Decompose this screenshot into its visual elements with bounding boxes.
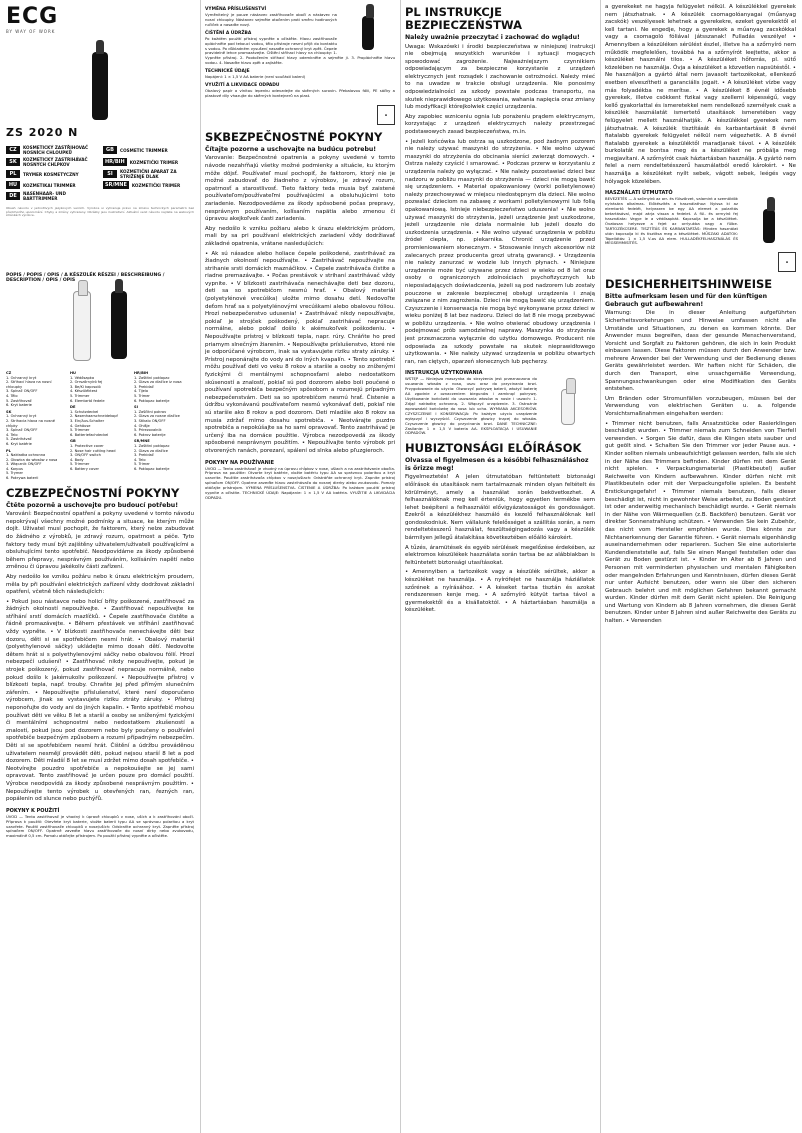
de-safety-heading: DESICHERHEITSHINWEISE [605, 277, 773, 292]
column-1 [0, 0, 200, 1133]
cz-accessory-heading: VÝMĚNA PŘÍSLUŠENSTVÍ [205, 7, 267, 12]
parts-item: 3. Spínač ON/OFF [6, 428, 38, 433]
cz-safety-heading: CZBEZPEČNOSTNÍ POKYNY [6, 485, 180, 500]
language-code: HU [6, 181, 20, 189]
language-code: PL [6, 170, 20, 178]
language-label: KOSMETICKÝ ZASTŘIHOVAČ NOSNÍCH CHLOUPKŮ [23, 145, 89, 155]
parts-item: 4. Készüléktest [70, 389, 98, 394]
parts-item: 2. Głowica do włosów z nosa [6, 457, 58, 462]
parts-item: 1. Protective cover [70, 443, 104, 448]
parts-column [70, 369, 130, 481]
pl-bullets: • Jeżeli końcówka lub ostrza są uszkodzone, pod żadnym pozorem nie należy używać maszynki do strzyżenia. • Nie wolno używać maszynki do strzyżenia do obcinania sierści zwierząt domowych. • Ostrza należy czyścić i smarować. • Podczas przerw w korzystaniu z urządzenia należy go wyłączać. • Nie należy pozostawiać dzieci bez nadzoru w pobliżu maszynki do strzyżenia — dzieci nie mogą bawić się urządzeniem. • Materiał opakowaniowy (worki polietylenowe) należy przechowywać w miejscu niedostępnym dla dzieci. Nie wolno pozwalać dzieciom na zabawę z workami polietylenowymi lub folią opakowaniową. Istnieje niebezpieczeństwo uduszenia! • Nie wolno używać maszynki do strzyżenia, jeżeli urządzenie jest uszkodzone, jeżeli urządzenie nie działa normalnie lub jeżeli doszło do uszkodzenia urządzenia. • Nie wolno używać urządzenia w pobliżu źródeł ciepła, np. piekarnika. Chronić urządzenie przed promieniowaniem słonecznym. • Stosowanie innych akcesoriów niż zalecanych przez producenta grozi utratą gwarancji. • Urządzenia nie należy zanurzać w wodzie lub innych płynach. • Niniejsze urządzenie może być używane przez dzieci w wieku od 8 lat oraz osoby o ograniczonych zdolnościach psychofizycznych lub nieposiadających doświadczenia, jeżeli są pod nadzorem lub zostały pouczone w zakresie bezpiecznej obsługi urządzenia i znają związane z nim zagrożenia. Dzieci nie mogą bawić się urządzeniem. Czyszczenie i konserwacja nie mogą być wykonywane przez dzieci w wieku poniżej 8 lat bez nadzoru. Dzieci do lat 8 nie mogą przebywać w pobliżu urządzenia. • Nie wolno otwierać obudowy urządzenia i podejmować prób samodzielnej naprawy. Maszynka do strzyżenia jest przeznaczona wyłącznie do użytku domowego. Producent nie odpowiada za szkody powstałe na skutek nieprawidłowego użytkowania. • Nie należy używać urządzenia w pobliżu otwartych ran, ran ciętych, oparzeń słonecznych lub pęcherzy. [405, 138, 595, 365]
hu-p2: A tűzés, áramütések és egyéb sérülések megelőzése érdekében, az elektromos készülékek használata során tartsa be az alábbiakban is feltüntetett biztonsági utasításokat. [405, 544, 595, 566]
parts-item: 1. Ochranný kryt [6, 414, 37, 419]
parts-item: 2. Glava za dlačice [134, 448, 168, 453]
parts-item: 1. Zaštitni poklopac [134, 375, 170, 380]
hu-safety-continued: a gyerekeket ne hagyja felügyelet nélkül. A készülékkel gyerekek nem játszhatnak. • A készülék csomagolóanyagai (műanyag zacskók) veszélyesek lehetnek a gyerekekre, ezeket gyerekektől el kell tartani. Ne engedje, hogy a gyerekek a műanyag zacskókkal vagy a csomagoló fóliával játsszanak! Fulladás veszélye! • Amennyiben a készüléken sérülést észlel, illetve ha a szőrnyíró nem működik megfelelően, továbbá ha a szőrnyírót leejtette, akkor a készüléket használni tilos. • A készüléket hőforrás, pl. sütő közelében ne használja. Óvja a készüléket a közvetlen napsütéstől. • Ne használjon a gyártó által nem javasolt tartozékokat, ellenkező esetben elveszítheti a garanciális jogait. • A készüléket vízbe vagy más folyadékba ne merítse. • A készüléket 8 évnél idősebb gyerekek, illetve csökkent fizikai vagy szellemi képességű, vagy kellő gyakorlattal és ismeretekkel nem rendelkező személyek csak a készülék használatát ismertető utasítások ismeretében vagy felügyelet mellett használhatják. A készülékkel gyerekek nem játszhatnak. A készülék tisztítását és karbantartását 8 évnél fiatalabb gyerekek felügyelet nélkül nem végezhetik. A 8 évnél fiatalabb gyerekek a készüléktől maradjanak távol. • A készülék burkolatát ne bontsa meg és a készüléket ne próbálja meg megjavítani. A szőrnyírót csak háztartásban használja. A gyártó nem felel a nem rendeltetésszerű használatból eredő károkért. • Ne használja a készüléket nyílt sebek, vágott sebek, leégés vagy hólyagok közelében. [605, 4, 796, 185]
parts-item: 4. Gehäuse [70, 423, 91, 428]
cz-recycle-heading: VYUŽITÍ A LIKVIDACE ODPADU [205, 83, 280, 89]
brand-logo [6, 4, 194, 34]
parts-language-code: SK [6, 409, 12, 414]
language-label: KOZMETIKAI TRIMMER [23, 182, 76, 188]
parts-item: 2. Střihací hlava na nosní chloupky [6, 380, 52, 389]
parts-item: 3. Prekidač [134, 384, 154, 389]
parts-item: 5. Trimmer [70, 393, 90, 398]
parts-legend [6, 369, 194, 481]
language-label: NASENHAAR- UND BARTTRIMMER [23, 191, 66, 201]
description-title: POPIS / POPIS / OPIS / A KÉSZÜLÉK RÉSZEI / BESCHREIBUNG / DESCRIPTION / OPIS / OPIS [6, 273, 165, 283]
language-label: KOZMETICKÝ ZASTRIHÁVAČ NOSNÝCH CHĹPKOV [23, 157, 88, 167]
sk-bullets: • Ak sú násadce alebo holiace čepele poškodené, zastrihávač za žiadnych okolností nepoužívajte. • Zastrihávač nepoužívajte na strihanie srsti domácich maznáčikov. • Čepele zastrihávača čistite a riadne premazávajte. • Počas prestávok v strihaní zastrihávač vždy vypnite. • V blízkosti zastrihávača nenechávajte deti bez dozoru, deti sa so spotrebičom nesmú hrať. • Obalový materiál (polyetylénové vrecúška) uložte mimo dosahu detí. Nedovoľte deťom hrať sa s polyetylénovými vrecúškami alebo obalovou fóliou. Hrozí nebezpečenstvo udusenia! • Zastrihávač nikdy nepoužívajte, pokiaľ je strojček poškodený, pokiaľ zastrihávač nepracuje normálne, alebo pokiaľ došlo k akémukoľvek poškodeniu. • Nepoužívajte prístroj v blízkosti tepla, napr. rúry. Chráňte ho pred priamym slnečným žiarením. • Nepoužívajte príslušenstvo, ktoré nie je odporúčané výrobcom, inak sa vystavujete riziku straty záruky. • Prístroj neponárajte do vody ani do iných kvapalín. • Tento spotrebič môžu používať deti vo veku 8 rokov a staršie a osoby so zníženými fyzickými či mentálnymi schopnosťami alebo nedostatkom skúseností a znalostí, pokiaľ sú pod dozorom alebo boli poučené o používaní spotrebiča bezpečným spôsobom a rozumejú prípadným nebezpečenstvám. Deti sa so spotrebičom nesmú hrať. Čistenie a údržbu vykonávanú používateľom nesmú vykonávať deti, pokiaľ nie sú staršie ako 8 rokov a pod dozorom. Deti mladšie ako 8 rokov sa musia zdržať mimo dosahu spotrebiča. • Neotvárajte puzdro spotrebiča a nepokúšajte sa ho sami opravovať. Tento zastrihávač je určený iba na domáce použitie. Výrobca nezodpovedá za škody spôsobené nesprávnym použitím. • Nepoužívajte tento výrobok pri otvorených ranách, porezaní, spálení od slnka alebo pľuzgieroch. [205, 250, 395, 454]
cz-use-text: ÚVOD — Tento zastřihovač je vhodný k úpravě chloupků v nose, uších a k zastřihování obočí. Příprava k použití: Otevřete kryt baterie, vložte baterii typu AA se správnou polaritou a kryt uzavřete. Použití zastřihovače chloupků v nose/uších: Odstraňte ochranný kryt. Zapněte přístroj spínačem ON/OFF. Opatrně zaveďte hlavu zastřihovače do nosní dírky nebo zvukovodu, maximálně 0,5 cm. Pomalu otáčejte přístrojem. Po použití přístroj vypněte a očistěte. [6, 813, 194, 839]
language-entry [103, 145, 194, 155]
cz-accessory-text: Vyměnitelný je pouze nástavec zastřihovače obočí a nástavec na nosní chloupky. Nástavec sejměte otočením proti směru hodinových ručiček a nasaďte nový. [205, 12, 337, 27]
parts-item: 6. Pokrywa baterii [6, 476, 39, 481]
sk-use-text: ÚVOD — Tento zastrihávač je vhodný na úpravu chĺpkov v nose, ušiach a na zastrihávanie obočia. Príprava na použitie: Otvorte kryt batérie, vložte batériu typu AA so správnou polaritou a kryt uzavrite. Použitie zastrihávača chĺpkov v nose/ušiach: Odstráňte ochranný kryt. Zapnite prístroj spínačom ON/OFF. Opatrne zaveďte hlavu zastrihávača do nosnej dierky alebo zvukovodu. Pomaly otáčajte prístrojom. VÝMENA PRÍSLUŠENSTVA. ČISTENIE A ÚDRŽBA: Po každom použití prístroj vypnite a očistite. TECHNICKÉ ÚDAJE: Napájanie: 1 × 1,5 V AA batéria. VYUŽITIE A LIKVIDÁCIA ODPADU. [205, 465, 395, 500]
parts-item: 6. Poklopac baterije [134, 466, 170, 471]
parts-item: 4. Telo [6, 432, 18, 437]
hu-safety-subheading: Olvassa el figyelmesen és a későbbi felhasználáshoz is őrizze meg! [405, 457, 589, 472]
parts-figure [6, 291, 194, 361]
weee-symbol [205, 101, 395, 125]
parts-item: 2. Nose hair cutting head [70, 448, 116, 453]
parts-item: 5. Trimmer [70, 428, 90, 433]
hu-inset-figure [742, 199, 796, 245]
hu-safety-heading: HUBIZTONSÁGI ELŐÍRÁSOK [405, 441, 582, 456]
language-entry [103, 169, 194, 179]
parts-item: 6. Batteriefachdeckel [70, 432, 109, 437]
de-p2: Um Bränden oder Stromunfällen vorzubeugen, müssen bei der Verwendung von elektrischen Geräten u. a. folgende Vorsichtsmaßnahmen eingehalten werden: [605, 395, 796, 418]
trimmer-white-image [73, 291, 91, 361]
cz-bullets: • Pokud jsou nástavce nebo holicí břity poškozené, zastřihovač za žádných okolností nepoužívejte. • Zastřihovač nepoužívejte ke stříhání srstí domácích mazlíčků. • Čepele zastřihovače čistěte a řádně promazávejte. • Během přestávek ve stříhání zastřihovač vždy vypněte. • V blízkosti zastřihovače nenechávejte děti bez dozoru, děti si se spotřebičem nesmí hrát. • Obalový materiál (polyethylenové sáčky) ukládejte mimo dosah dětí. Nedovolte dětem hrát si s polyethylenovými sáčky nebo obalovou fólií. Hrozí nebezpečí udušení! • Zastřihovač nikdy nepoužívejte, pokud je strojek poškozený, pokud zastřihovač nepracuje normálně, nebo pokud došlo k jakémukoliv poškození. • Nepoužívejte přístroj v blízkosti tepla, např. trouby. Chraňte jej před přímým slunečním zářením. • Nepoužívejte příslušenství, které není doporučeno výrobcem, jinak se vystavujete riziku ztráty záruky. • Přístroj neponořujte do vody ani do jiných kapalin. • Tento spotřebič mohou používat děti ve věku 8 let a starší a osoby se sníženými fyzickými či mentálními schopnostmi nebo nedostatkem zkušeností a znalostí, pokud jsou pod dozorem nebo byly poučeny o používání spotřebiče bezpečným způsobem a rozumí případným nebezpečím. Děti si se spotřebičem nesmí hrát. Čištění a údržbu prováděnou uživatelem nesmějí provádět děti, pokud nejsou starší 8 let a pod dozorem. Děti mladší 8 let se musí zdržet mimo dosah spotřebiče. • Neotvírejte pouzdro spotřebiče a nepokoušejte se jej sami opravovat. Tento zastřihovač je určen pouze pro domácí použití. Výrobce neodpovídá za škody způsobené nesprávným použitím. • Nepoužívejte tento výrobek u otevřených ran, řezných ran, popálenin od slunce nebo puchýřů. [6, 598, 194, 803]
product-image [6, 52, 194, 120]
sk-safety-body [205, 155, 395, 455]
language-entry [103, 157, 194, 167]
de-safety-subheading: Bitte aufmerksam lesen und für den künftigen Gebrauch gut aufbewahren! [605, 293, 768, 308]
trimmer-black-image-2 [111, 291, 127, 359]
language-code: GB [103, 146, 117, 154]
language-list [6, 145, 194, 201]
language-code: SK [6, 158, 20, 166]
language-entry [6, 169, 97, 179]
parts-item: 4. Tijelo [134, 389, 149, 394]
language-code: HR/BIH [105, 159, 125, 165]
parts-language-code: HR/BIH [134, 371, 149, 375]
hu-use-text: BEVEZETÉS — A szőrnyíró az orr- és fülszőrzet, valamint a szemöldök nyírására alkalmas. Előkészítés a használathoz: Nyissa ki az elemtartó fedelét, helyezzen be egy AA elemet a polaritás betartásával, majd zárja vissza a fedelet. A fül- és orrnyíró fej használata: Vegye le a védősapkát. Kapcsolja be a készüléket. Óvatosan helyezze a fejet az orrlyukba vagy a fülbe. TARTOZÉKCSERE. TISZTÍTÁS ÉS KARBANTARTÁS: Minden használat után kapcsolja ki és tisztítsa meg a készüléket. MŰSZAKI ADATOK: Tápellátás: 1 × 1,5 V-os AA elem. HULLADÉKFELHASZNÁLÁS ÉS MEGSEMMISÍTÉS. [605, 196, 738, 246]
parts-language-code: GB [70, 439, 76, 444]
language-label: COSMETIC TRIMMER [120, 147, 168, 153]
parts-item: 5. Trimer [134, 393, 150, 398]
inset-figure [341, 6, 395, 52]
sk-p2: Aby nedošlo k vzniku požiaru alebo k úrazu elektrickým prúdom, mali by sa pri používaní elektrických zariadení vždy dodržiavať základné opatrenia, vrátane nasledujúcich: [205, 225, 395, 247]
cz-tech-text: Napájení: 1 × 1,5 V AA baterie (není součástí balení) [205, 74, 306, 80]
parts-item: 5. Trimmer [70, 462, 90, 467]
trimmer-detail-image [362, 16, 374, 50]
parts-item: 1. Zaštitni poklopac [134, 443, 170, 448]
parts-item: 1. Zaščitni pokrov [134, 409, 167, 414]
sk-use-heading: POKYNY NA POUŽÍVANIE [205, 459, 275, 466]
column-2 [201, 0, 401, 1133]
cz-recycle-text: Obalový papír a vlnitou lepenku odevzdejte do sběrných surovin. Přebalovou fólii, PE sáčky a plastové díly vhazujte do sběrných kontejnerů na plast. [205, 88, 395, 98]
parts-item: 2. Glava za dlačice iz nosa [134, 380, 182, 385]
parts-item: 3. Prekidač [134, 453, 154, 458]
parts-item: 2. Nasenhaarschneidekopf [70, 414, 118, 419]
parts-language-code: HU [70, 371, 76, 375]
parts-item: 5. Zastřihovač [6, 398, 32, 403]
cz-intro: Varování: Bezpečnostní opatření a pokyny uvedené v tomto návodu nepokrývají všechny možné podmínky a situace, ke kterým může dojít. Uživatel musí pochopit, že faktorem, který nelze zabudovat do žádného z výrobků, je zdravý rozum, opatrnost a péče. Tyto faktory tedy musí být zajištěny uživatelem/uživateli používajícími a obsluhujícími tento spotřebič. Neodpovídáme za škody způsobené během přepravy, nesprávným používáním, kolísáním napětí nebo změnou či úpravou jakékoliv části zařízení. [6, 511, 194, 571]
parts-item: 4. Ohišje [134, 423, 150, 428]
parts-item: 3. Spínač ON/OFF [6, 389, 38, 394]
logo-tagline: BY WAY OF WORK [6, 29, 56, 34]
de-intro: Warnung: Die in dieser Anleitung aufgeführten Sicherheitsvorkehrungen und Hinweise umfassen nicht alle Umstände und Situationen, zu denen es kommen könnte. Der Anwender muss begreifen, dass der gesunde Menschenverstand, Vorsicht und Sorgfalt zu Faktoren gehören, die sich in kein Produkt einbauen lassen. Diese Faktoren müssen durch den Anwender bzw. mehrere Anwender bei der Verwendung und der Bedienung dieses Geräts gewährleistet werden. Wir haften nicht für Schäden, die durch den Transport, eine unsachgemäße Verwendung, Spannungsschwankungen oder eine Modifikation des Geräts entstehen. [605, 310, 796, 393]
language-label: KOZMETIČNI APARAT ZA STRIŽENJE DLAK [120, 169, 177, 179]
cz-cleaning-heading: ČIŠTĚNÍ A ÚDRŽBA [205, 30, 252, 36]
language-label: TRYMER KOSMETYCZNY [23, 171, 79, 177]
parts-item: 5. Zastrihávač [6, 437, 32, 442]
parts-column [134, 369, 194, 481]
trimmer-detail-image-hu [763, 209, 775, 243]
parts-item: 3. Be/Ki kapcsoló [70, 384, 101, 389]
weee-bin-icon: ⊠ [377, 105, 395, 125]
language-label: KOZMETIČKI TRIMER [129, 159, 179, 165]
pl-use-heading: INSTRUKCJA UŻYTKOWANIA [405, 370, 483, 377]
cz-safety-body [6, 511, 194, 804]
language-code: DE [6, 192, 20, 200]
parts-language-code: CZ [6, 371, 12, 375]
parts-item: 1. Ochranný kryt [6, 375, 37, 380]
parts-item: 6. Elemtartó fedele [70, 398, 105, 403]
parts-item: 3. Włącznik ON/OFF [6, 462, 42, 467]
parts-item: 4. Body [70, 457, 84, 462]
cz-cleaning-text: Po každém použití přístroj vypněte a očistěte. Hlavu zastřihovače opláchněte pod tekoucí vodou, tělo přístroje nesmí přijít do kontaktu s vodou. Po důkladném vysušení nasaďte ochranný kryt zpět. Čepele pravidelně lehce promazávejte. Čištění střihací hlavy na chloupky: 1. Vypněte přístroj. 2. Pootočením střihací hlavy odemkněte a sejměte ji. 3. Propláchněte hlavu vodou. 4. Nasaďte hlavu zpět a zajistěte. [205, 35, 395, 66]
parts-item: 1. Védősapka [70, 375, 95, 380]
parts-item: 4. Tělo [6, 393, 18, 398]
language-code: SI [103, 170, 117, 178]
parts-item: 6. Poklopac baterije [134, 398, 170, 403]
parts-item: 4. Telo [134, 457, 146, 462]
language-label: KOZMETIČKI TRIMER [131, 182, 181, 188]
parts-language-code: SI [134, 405, 138, 410]
language-code: CZ [6, 146, 20, 154]
cz-use-heading: POKYNY K POUŽITÍ [6, 807, 60, 814]
parts-item: 6. Kryt batérie [6, 441, 32, 446]
parts-language-code: SR/MNE [134, 439, 150, 444]
language-entry [6, 191, 97, 201]
sk-safety-heading: SKBEZPEČNOSTNÉ POKYNY [205, 129, 383, 144]
parts-item: 5. Trymer [6, 471, 24, 476]
logo-text: ECG [6, 4, 59, 29]
parts-item: 1. Schutzdeckel [70, 409, 99, 414]
column-4 [601, 0, 802, 1133]
parts-item: 3. Stikalo ON/OFF [134, 418, 166, 423]
de-bullets: • Trimmer nicht benutzen, falls Ansatzstücke oder Rasierklingen beschädigt wurden. • Trimmer niemals zum Schneiden von Tierfell verwenden. • Sorgen Sie dafür, dass die Klingen stets sauber und gut geölt sind. • Schalten Sie den Trimmer vor jeder Pause aus. • Kinder sollten niemals unbeaufsichtigt gelassen werden, falls sie sich in der Nähe des Trimmers befinden. Kinder dürfen mit dem Gerät nicht spielen. • Verpackungsmaterial (Plastikbeutel) außer Reichweite von Kindern aufbewahren. Kinder dürfen nicht mit Plastikbeuteln oder mit der Verpackungsfolie spielen. Es besteht Erstickungsgefahr! • Trimmer niemals benutzen, falls dieser beschädigt ist, nicht in gewohnter Weise arbeitet, zu Boden gestürzt ist oder anderweitig mechanisch beschädigt wurde. • Gerät niemals in der Nähe von Wärmequellen (z.B. Backöfen) benutzen. Gerät vor direkter Sonnenstrahlung schützen. • Verwenden Sie kein Zubehör, das nicht vom Hersteller empfohlen wurde. Dies könnte zur Nichtanerkennung der Garantie führen. • Gerät niemals eigenhändig auseinandernehmen oder reparieren. Suchen Sie eine autorisierte Kundendienststelle auf, falls Sie einen Mangel feststellen oder das Gerät zu Boden gestürzt ist. • Kinder im Alter ab 8 Jahren und Personen mit verminderten physischen und mentalen Fähigkeiten oder mangelnden Erfahrungen und Kenntnissen, dürfen dieses Gerät nur unter Aufsicht benutzen, oder wenn sie über den sicheren Gebrauch belehrt und mit möglichen Gefahren bekannt gemacht wurden. Kinder dürfen mit dem Gerät nicht spielen. Die Reinigung und Wartung von Kindern ab 8 Jahren vornehmen, die dieses Gerät benutzen. Kinder unter 8 Jahren sind außer Reichweite des Geräts zu halten. • Verwenden [605, 420, 796, 625]
fine-print: Obsah návodu v jednotlivých jazykových verzích. Výrobce si vyhrazuje právo na změnu technických parametrů bez předchozího upozornění. Chyby a změny vyhrazeny. Obrázky jsou ilustrativní. Aktuální verzi návodu najdete na webových stránkách výrobce. [6, 207, 194, 218]
language-entry [6, 157, 97, 167]
parts-item: 2. Orrszőrnyíró fej [70, 380, 103, 385]
sk-intro: Varovanie: Bezpečnostné opatrenia a pokyny uvedené v tomto návode nezahŕňajú všetky možné podmienky a situácie, ku ktorým môže dôjsť. Používateľ musí pochopiť, že faktorom, ktorý nie je možné zabudovať do žiadneho z výrobkov, je zdravý rozum, opatrnosť a starostlivosť. Tieto faktory teda musia byť zaistené používateľom/používateľmi používajúcimi a obsluhujúcimi toto zariadenie. Nezodpovedáme za škody spôsobené počas prepravy, nesprávnym používaním, kolísaním napätia alebo zmenou či úpravou akejkoľvek časti zariadenia. [205, 155, 395, 223]
pl-safety-body [405, 44, 595, 367]
parts-item: 5. Prirezovalnik [134, 428, 162, 433]
trimmer-black-image [92, 52, 108, 120]
parts-language-code: PL [6, 448, 11, 453]
pl-safety-heading: PL INSTRUKCJE BEZPIECZEŃSTWA [405, 5, 522, 32]
parts-item: 2. Glava za nosne dlačice [134, 414, 180, 419]
hu-safety-body [405, 474, 595, 615]
parts-item: 6. Battery cover [70, 466, 100, 471]
trimmer-white-detail-image [561, 389, 575, 425]
language-entry [6, 145, 97, 155]
pl-intro: Uwaga: Wskazówki i środki bezpieczeństwa w niniejszej instrukcji nie obejmują wszystkich warunków i sytuacji mogących spowodować zagrożenie. Najważniejszym czynnikiem odpowiadającym za bezpieczne korzystanie z urządzeń elektrycznych jest rozsądek i zachowanie ostrożności. Należy mieć to na uwadze w trakcie obsługi urządzenia. Nie ponosimy odpowiedzialności za szkody powstałe podczas transportu, na skutek nieprawidłowego użytkowania, wahania napięcia oraz zmiany lub modyfikacji którejkolwiek części urządzenia. [405, 43, 595, 111]
weee-symbol-hu [605, 248, 796, 272]
parts-item: 3. Ein/Aus-Schalter [70, 418, 105, 423]
hu-intro: Figyelmeztetés! A jelen útmutatóban feltüntetett biztonsági előírások és utasítások nem tartalmaznak minden olyan feltételt és körülményt, amely a használat során bekövetkezhet. A felhasználóknak meg kell érteniük, hogy egyetlen termékbe sem lehet beépíteni a felhasználói elővigyázatosságot és gondosságot. Ezekről a készülékhez használó és kezelő felhasználóknak kell gondoskodniuk. Nem vállalunk felelősséget a szállítás során, a nem rendeltetésszerű használat, feszültségingadozás vagy a készülék bármilyen jellegű átalakítása következtében előálló károkért. [405, 474, 595, 542]
language-entry [103, 181, 194, 189]
pl-safety-subheading: Należy uważnie przeczytać i zachować do wglądu! [405, 34, 580, 41]
cz-safety-subheading: Čtěte pozorně a uschovejte pro budoucí potřebu! [6, 501, 179, 509]
cz-p2: Aby nedošlo ke vzniku požáru nebo k úrazu elektrickým proudem, měla by při používání elektrických zařízení vždy dodržovat základní opatření, včetně těch následujících: [6, 573, 194, 596]
pl-use-text: WSTĘP — Niniejsza maszynka do strzyżenia jest przeznaczona do usuwania włosów z nosa, uszu oraz do przycinania brwi. Przygotowanie do użycia: Otworzyć pokrywę baterii, włożyć baterię AA zgodnie z oznaczeniem biegunów i zamknąć pokrywę. Użytkowanie końcówki do usuwania włosów w nosie i uszach: 1. Zdjąć nakładkę ochronną. 2. Włączyć urządzenie. 3. Ostrożnie wprowadzić końcówkę do nosa lub ucha. WYMIANA AKCESORIÓW. CZYSZCZENIE I KONSERWACJA: Po każdym użyciu urządzenie wyłączyć i wyczyścić. Czyszczenie głowicy tnącej do włosów. Czyszczenie głowicy do przycinania brwi. DANE TECHNICZNE: Zasilanie: 1 × 1,5 V bateria AA. EKSPLOATACJA I USUWANIE ODPADÓW. [405, 376, 537, 436]
sk-safety-subheading: Čítajte pozorne a uschovajte na budúcu potrebu! [205, 145, 377, 153]
hu-use-heading: HASZNÁLATI ÚTMUTATÓ [605, 190, 673, 197]
parts-item: 2. Strihacia hlava na nosné chĺpky [6, 418, 55, 428]
column-3 [401, 0, 601, 1133]
cz-tech-heading: TECHNICKÉ ÚDAJE [205, 69, 250, 75]
language-entry [6, 181, 97, 189]
parts-item: 1. Nakładka ochronna [6, 453, 46, 458]
parts-item: 5. Trimer [134, 462, 150, 467]
de-safety-body [605, 310, 796, 625]
parts-item: 4. Korpus [6, 466, 23, 471]
parts-item: 6. Pokrov baterije [134, 432, 166, 437]
parts-item: 3. ON/OFF switch [70, 453, 101, 458]
weee-bin-icon: ⊠ [778, 252, 796, 272]
language-code: SR/MNE [105, 182, 127, 188]
parts-column [6, 369, 66, 481]
parts-language-code: DE [70, 405, 76, 410]
parts-item: 6. Kryt baterie [6, 403, 32, 408]
pl-p2: Aby zapobiec wzniceniu ognia lub porażeniu prądem elektrycznym, korzystając z urządzeń elektrycznych należy przestrzegać podstawowych zasad bezpieczeństwa, m.in. [405, 113, 595, 136]
hu-bullets: • Amennyiben a tartozékok vagy a készülék sérültek, akkor a készüléket ne használja. • A nyírófejet ne használja háziállatok szőrének a nyírásához. • A késeket tartsa tisztán és azokat rendszeresen kenje meg. • A szőrnyíró kütyüt tartsa távol a gyermekektől és a kisállatoktól. • A háztartásban használja a készüléket. [405, 569, 595, 614]
model-number: ZS 2020 N [6, 126, 79, 139]
pl-inset-figure [541, 379, 595, 427]
